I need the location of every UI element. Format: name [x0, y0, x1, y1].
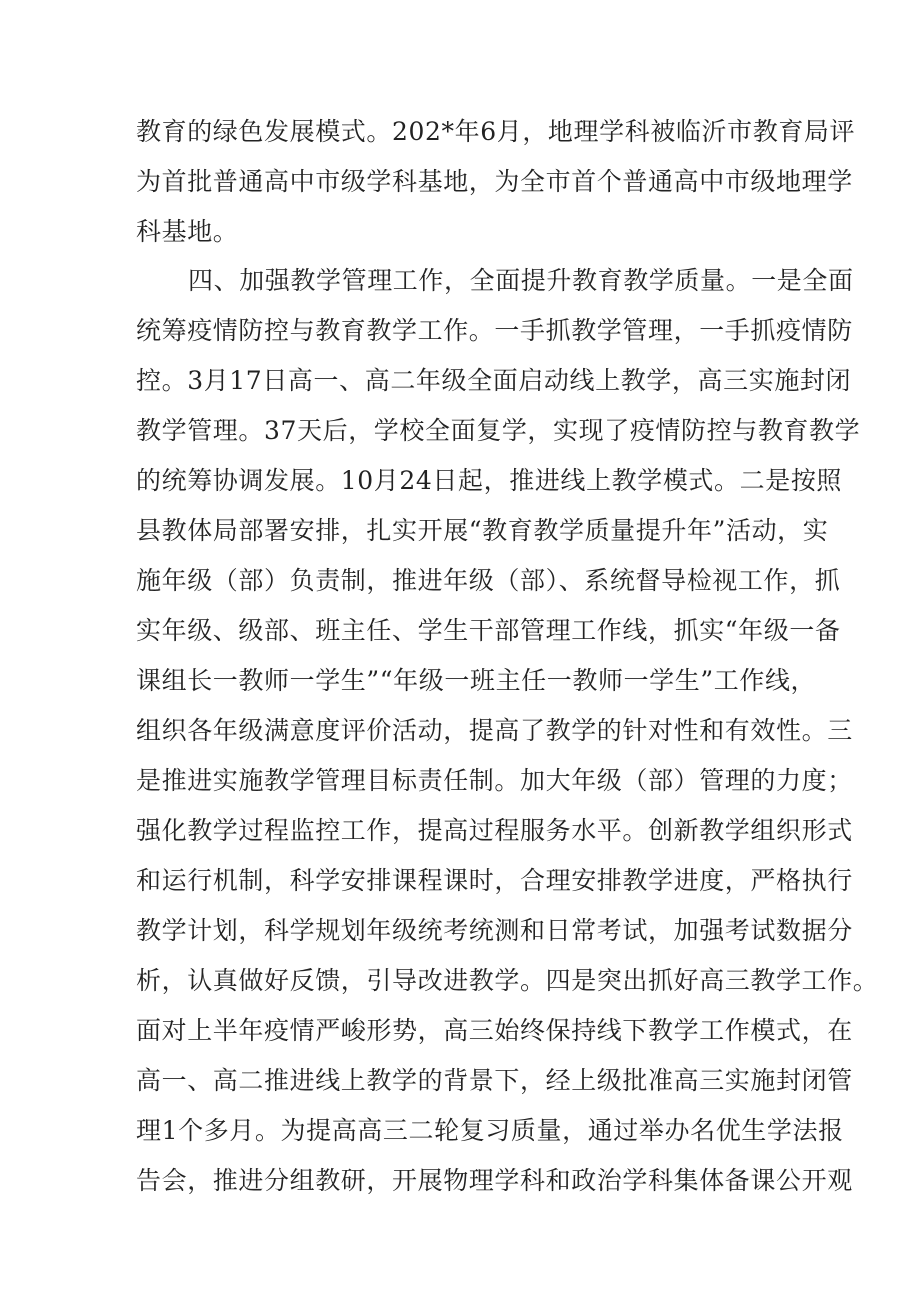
paragraph-2-line: 县教体局部署安排，扎实开展“教育教学质量提升年”活动，实 — [136, 516, 829, 545]
paragraph-2-line: 高一、高二推进线上教学的背景下，经上级批准高三实施封闭管 — [136, 1066, 853, 1095]
paragraph-1-line: 教育的绿色发展模式。202*年6月，地理学科被临沂市教育局评 — [136, 117, 856, 146]
paragraph-2-line: 实年级、级部、班主任、学生干部管理工作线，抓实“年级一备 — [136, 616, 841, 645]
paragraph-2-line: 组织各年级满意度评价活动，提高了教学的针对性和有效性。三 — [136, 716, 853, 745]
paragraph-2-line: 析，认真做好反馈，引导改进教学。四是突出抓好高三教学工作。 — [136, 966, 879, 995]
paragraph-2-line: 统筹疫情防控与教育教学工作。一手抓教学管理，一手抓疫情防 — [136, 316, 853, 345]
paragraph-1-line: 科基地。 — [136, 217, 239, 246]
paragraph-2-line: 教学计划，科学规划年级统考统测和日常考试，加强考试数据分 — [136, 916, 853, 945]
paragraph-1-line: 为首批普通高中市级学科基地，为全市首个普通高中市级地理学 — [136, 167, 853, 196]
paragraph-2-line: 面对上半年疫情严峻形势，高三始终保持线下教学工作模式，在 — [136, 1016, 853, 1045]
paragraph-1 — [136, 107, 856, 257]
paragraph-2-line: 是推进实施教学管理目标责任制。加大年级（部）管理的力度； — [136, 766, 853, 795]
paragraph-2-line: 课组长一教师一学生”“年级一班主任一教师一学生”工作线， — [136, 666, 817, 695]
paragraph-2-line: 理1个多月。为提高高三二轮复习质量，通过举办名优生学法报 — [136, 1116, 844, 1145]
paragraph-2-line: 四、加强教学管理工作，全面提升教育教学质量。一是全面 — [188, 266, 854, 295]
paragraph-2-line: 的统筹协调发展。10月24日起，推进线上教学模式。二是按照 — [136, 466, 843, 495]
paragraph-2-line: 施年级（部）负责制，推进年级（部）、系统督导检视工作，抓 — [136, 566, 841, 595]
paragraph-2 — [136, 256, 879, 1206]
paragraph-2-line: 告会，推进分组教研，开展物理学科和政治学科集体备课公开观 — [136, 1166, 853, 1195]
paragraph-2-line: 教学管理。37天后，学校全面复学，实现了疫情防控与教育教学 — [136, 416, 861, 445]
paragraph-2-line: 控。3月17日高一、高二年级全面启动线上教学，高三实施封闭 — [136, 366, 852, 395]
paragraph-2-line: 和运行机制，科学安排课程课时，合理安排教学进度，严格执行 — [136, 866, 853, 895]
paragraph-2-line: 强化教学过程监控工作，提高过程服务水平。创新教学组织形式 — [136, 816, 853, 845]
